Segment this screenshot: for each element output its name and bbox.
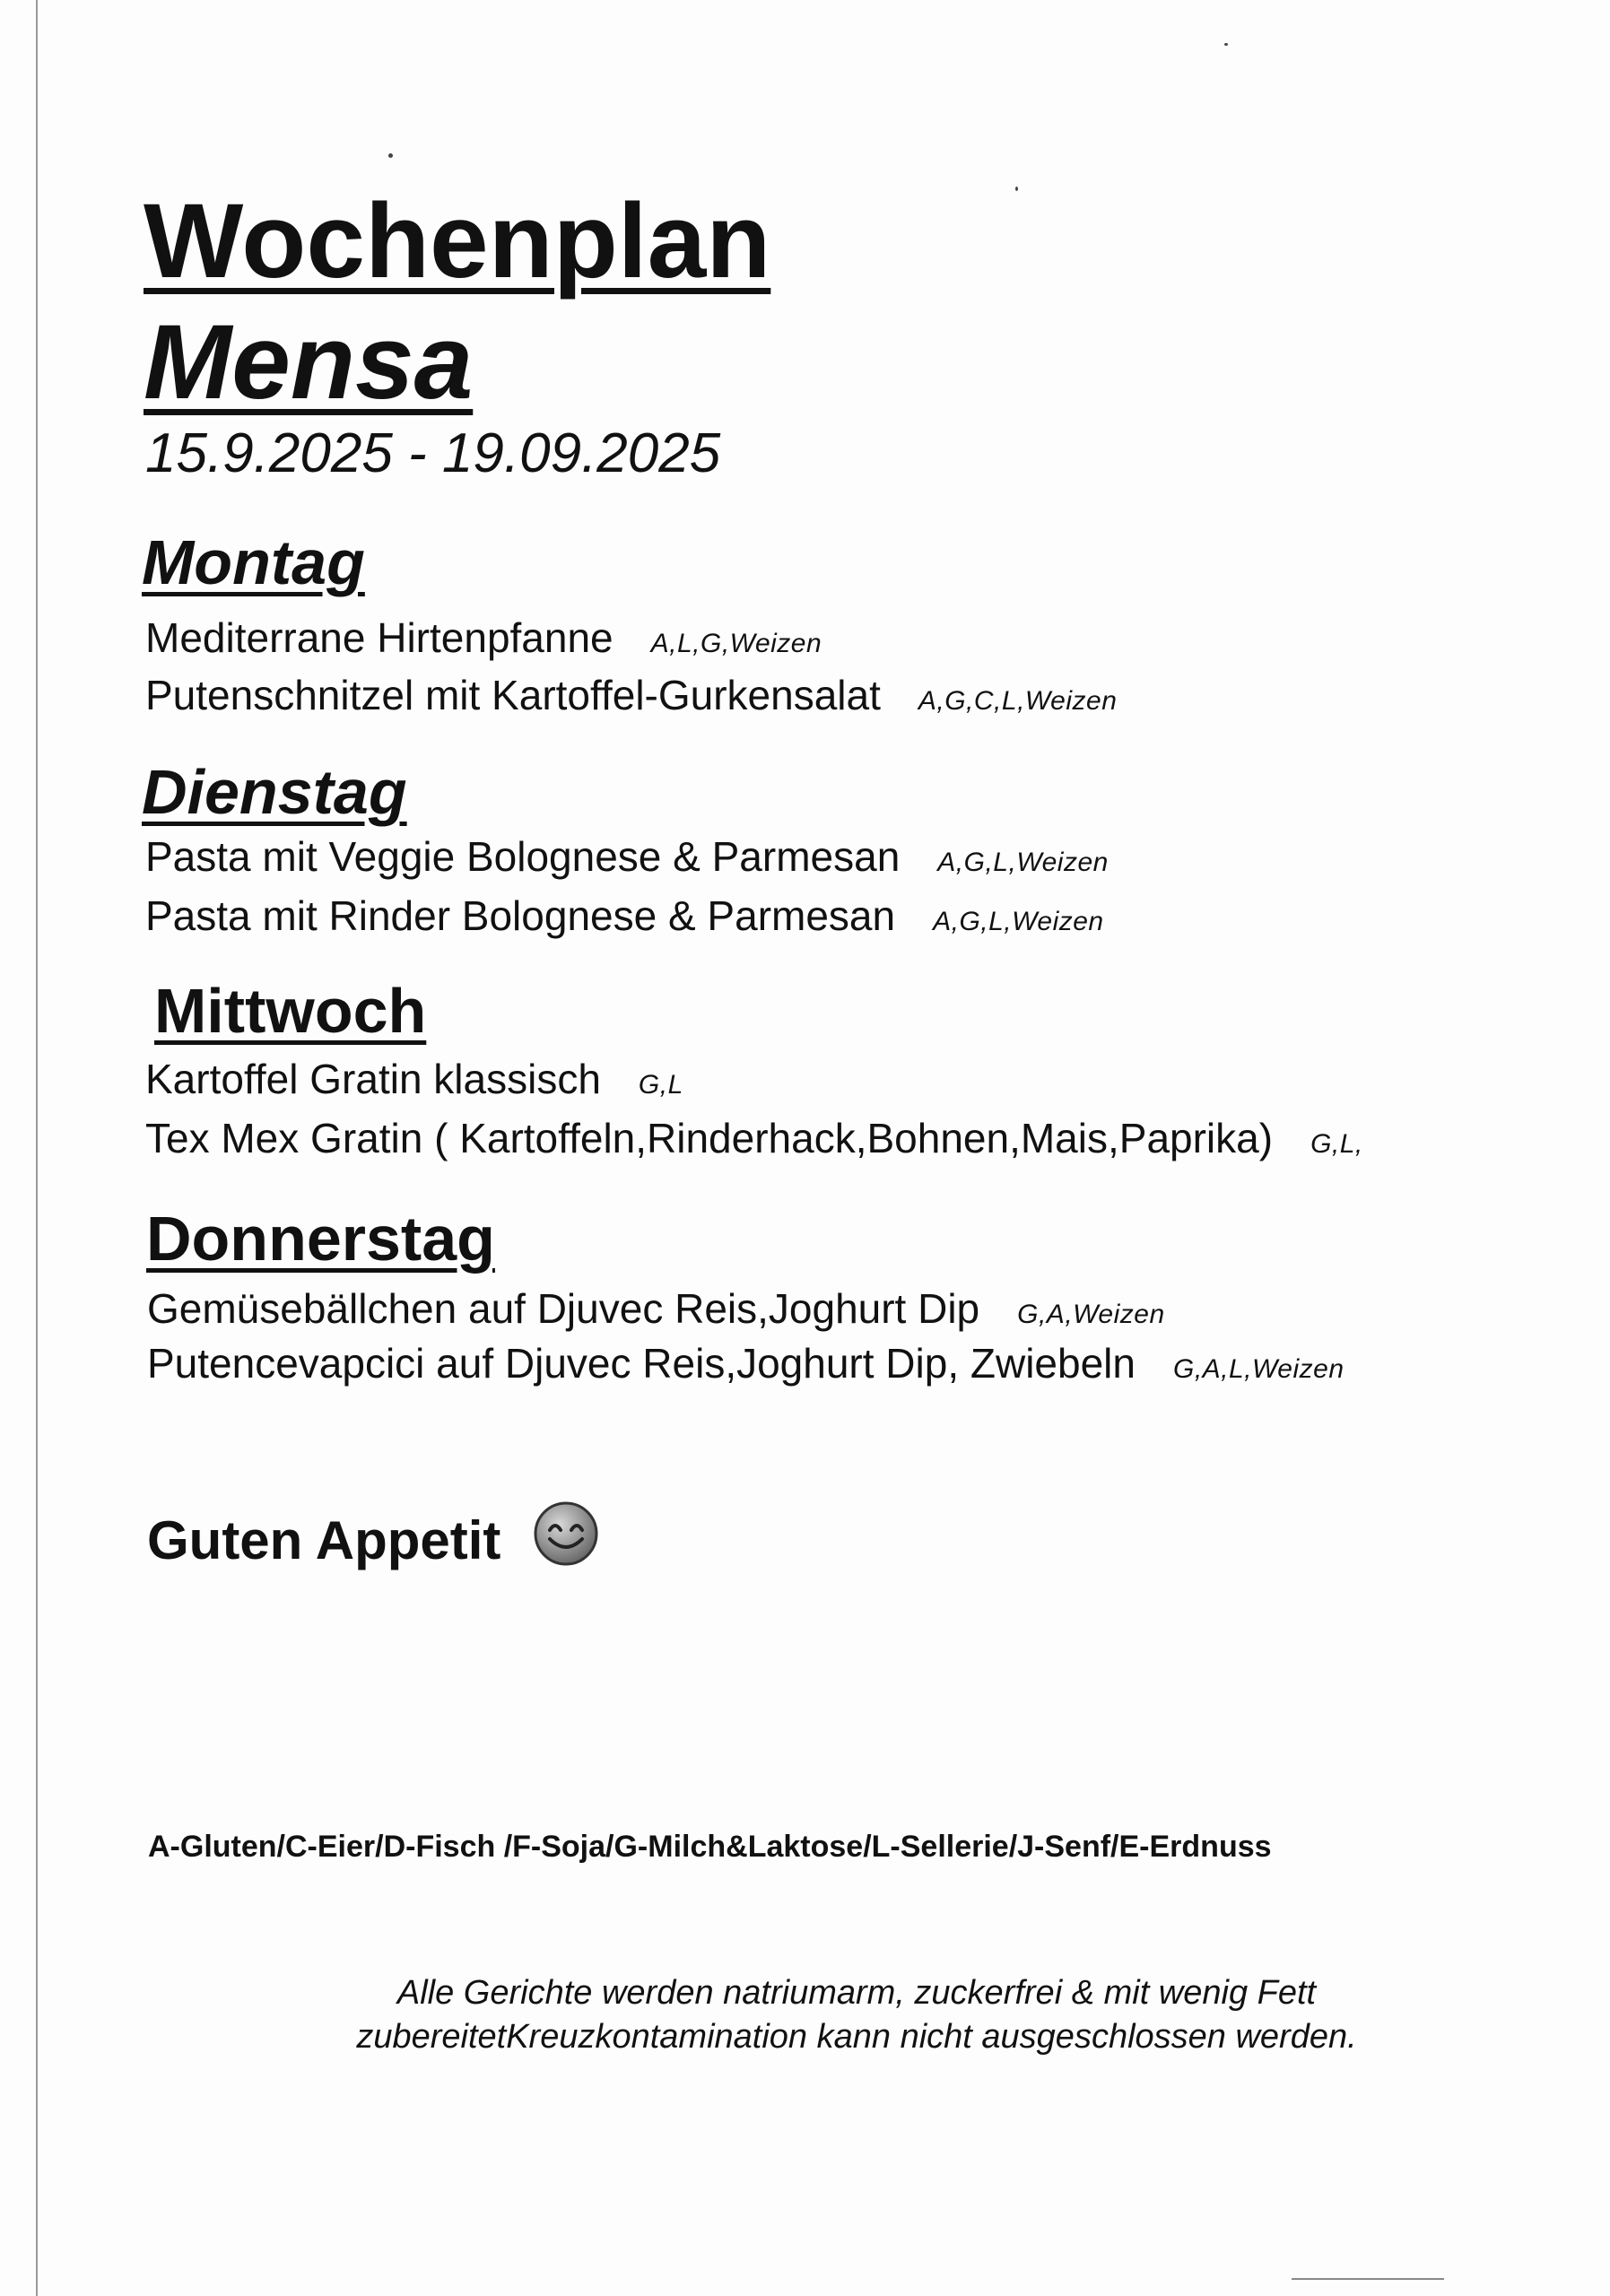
page-title: Wochenplan [144, 182, 771, 300]
dish-name: Tex Mex Gratin ( Kartoffeln,Rinderhack,Bohnen,Mais,Paprika) [145, 1115, 1274, 1161]
page-subtitle: Mensa [144, 303, 474, 422]
dish-item [147, 1340, 1345, 1387]
dish-name: Mediterrane Hirtenpfanne [145, 614, 614, 661]
dish-item [147, 1285, 1165, 1332]
day-heading-montag: Montag [142, 527, 365, 597]
allergen-codes: G,A,Weizen [1017, 1300, 1165, 1329]
dish-name: Pasta mit Rinder Bolognese & Parmesan [145, 892, 896, 939]
footer-note-line2: zubereitetKreuzkontamination kann nicht ausgeschlossen werden. [356, 2018, 1357, 2057]
allergen-codes: G,A,L,Weizen [1172, 1354, 1345, 1384]
scan-speck [1015, 187, 1018, 191]
dish-item [145, 1058, 683, 1100]
allergen-codes: A,G,L,Weizen [933, 907, 1104, 936]
scan-speck [388, 153, 393, 158]
allergen-codes: A,G,C,L,Weizen [918, 686, 1118, 716]
closing-text [147, 1509, 600, 1580]
dish-name: Kartoffel Gratin klassisch [145, 1056, 601, 1102]
dish-name: Gemüsebällchen auf Djuvec Reis,Joghurt Dip [147, 1285, 980, 1332]
dish-name: Putencevapcici auf Djuvec Reis,Joghurt Dip, Zwiebeln [147, 1340, 1136, 1387]
smiley-icon [532, 1500, 600, 1580]
dish-item [145, 614, 822, 661]
dish-item [145, 1115, 1363, 1161]
scan-speck [1224, 43, 1228, 46]
dish-item [145, 833, 1109, 880]
closing-label: Guten Appetit [147, 1509, 501, 1570]
allergen-codes: A,G,L,Weizen [937, 848, 1109, 877]
scan-edge-line [36, 0, 38, 2296]
day-heading-mittwoch: Mittwoch [154, 976, 427, 1046]
scan-bottom-line [1292, 2278, 1444, 2280]
day-heading-dienstag: Dienstag [142, 757, 407, 827]
allergen-codes: A,L,G,Weizen [650, 629, 822, 658]
dish-name: Putenschnitzel mit Kartoffel-Gurkensalat [145, 672, 881, 718]
allergen-codes: G,L, [1310, 1129, 1363, 1159]
dish-item [145, 892, 1104, 939]
footer-note-line1: Alle Gerichte werden natriumarm, zuckerfrei & mit wenig Fett [396, 1974, 1317, 2012]
dish-name: Pasta mit Veggie Bolognese & Parmesan [145, 833, 901, 880]
day-heading-donnerstag: Donnerstag [146, 1204, 495, 1274]
allergen-legend: A-Gluten/C-Eier/D-Fisch /F-Soja/G-Milch&Laktose/L-Sellerie/J-Senf/E-Erdnuss [148, 1830, 1272, 1864]
date-range: 15.9.2025 - 19.09.2025 [145, 422, 721, 484]
allergen-codes: G,L [638, 1070, 683, 1100]
dish-item [145, 674, 1117, 716]
footer-note [269, 1971, 1444, 2060]
